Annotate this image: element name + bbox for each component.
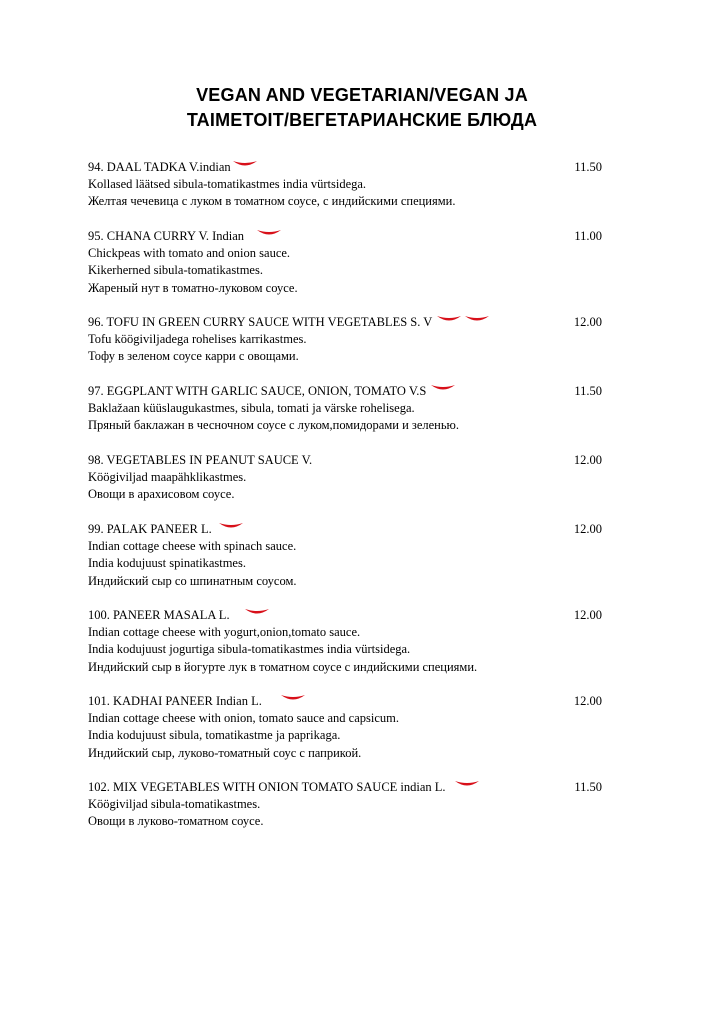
item-description: Индийский сыр со шпинатным соусом. xyxy=(88,573,297,588)
item-title-row xyxy=(88,693,608,710)
item-title: 102. MIX VEGETABLES WITH ONION TOMATO SAUCE indian L. xyxy=(88,780,446,794)
chili-pepper-icon xyxy=(218,521,244,531)
chili-pepper-icon xyxy=(464,314,490,324)
menu-item xyxy=(88,383,608,435)
item-title: 100. PANEER MASALA L. xyxy=(88,608,230,622)
item-description: Köögiviljad maapähklikastmes. xyxy=(88,470,247,485)
item-description: India kodujuust spinatikastmes. xyxy=(88,556,246,571)
menu-heading-line-1: VEGAN AND VEGETARIAN/VEGAN JA xyxy=(196,85,528,105)
item-description: Овощи в луково-томатном соусе. xyxy=(88,814,264,829)
item-title: 96. TOFU IN GREEN CURRY SAUCE WITH VEGETABLES S. V xyxy=(88,315,433,329)
item-description: Kollased läätsed sibula-tomatikastmes india vürtsidega. xyxy=(88,177,367,192)
item-title-row xyxy=(88,314,608,331)
menu-item xyxy=(88,159,608,211)
item-title-row xyxy=(88,521,608,538)
menu-heading xyxy=(0,83,724,133)
item-price: 12.00 xyxy=(573,608,602,622)
menu-heading-line-2: TAIMETOIT/ВЕГЕТАРИАНСКИЕ БЛЮДА xyxy=(186,110,538,130)
item-price: 12.00 xyxy=(573,694,602,708)
menu-item xyxy=(88,521,608,590)
item-title: 95. CHANA CURRY V. Indian xyxy=(88,229,245,243)
item-title: 98. VEGETABLES IN PEANUT SAUCE V. xyxy=(88,453,313,467)
item-description: Chickpeas with tomato and onion sauce. xyxy=(88,246,291,261)
chili-pepper-icon xyxy=(454,779,480,789)
item-description: Kikerherned sibula-tomatikastmes. xyxy=(88,263,263,278)
item-description: India kodujuust jogurtiga sibula-tomatikastmes india vürtsidega. xyxy=(88,642,411,657)
chili-pepper-icon xyxy=(430,383,456,393)
item-title-row xyxy=(88,159,608,176)
item-title-row xyxy=(88,228,608,245)
item-description: Индийский сыр, луково-томатный соус с паприкой. xyxy=(88,745,362,760)
menu-item xyxy=(88,693,608,762)
item-description: Indian cottage cheese with onion, tomato sauce and capsicum. xyxy=(88,711,400,726)
item-title-row xyxy=(88,383,608,400)
menu-item xyxy=(88,314,608,366)
item-price: 11.00 xyxy=(574,229,602,243)
item-price: 12.00 xyxy=(573,453,602,467)
chili-pepper-icon xyxy=(244,607,270,617)
item-description: Indian cottage cheese with spinach sauce. xyxy=(88,539,297,554)
item-description: Baklažaan küüslaugukastmes, sibula, tomati ja värske rohelisega. xyxy=(88,401,415,416)
item-description: Желтая чечевица с луком в томатном соусе, с индийскими специями. xyxy=(88,194,456,209)
chili-pepper-icon xyxy=(436,314,462,324)
item-title: 99. PALAK PANEER L. xyxy=(88,522,212,536)
item-description: India kodujuust sibula, tomatikastme ja paprikaga. xyxy=(88,728,341,743)
item-description: Köögiviljad sibula-tomatikastmes. xyxy=(88,797,261,812)
item-title-row xyxy=(88,779,608,796)
item-description: Индийский сыр в йогурте лук в томатном соусе с индийскими специями. xyxy=(88,659,478,674)
menu-item xyxy=(88,228,608,297)
menu-item xyxy=(88,779,608,831)
item-title-row xyxy=(88,607,608,624)
chili-pepper-icon xyxy=(256,228,282,238)
item-description: Жареный нут в томатно-луковом соусе. xyxy=(88,280,298,295)
item-description: Пряный баклажан в чесночном соусе с луком,помидорами и зеленью. xyxy=(88,418,460,433)
menu-item xyxy=(88,607,608,676)
item-price: 11.50 xyxy=(574,780,602,794)
item-price: 12.00 xyxy=(573,522,602,536)
item-title-row xyxy=(88,452,608,469)
item-description: Tofu köögiviljadega rohelises karrikastmes. xyxy=(88,332,307,347)
chili-pepper-icon xyxy=(232,159,258,169)
menu-item xyxy=(88,452,608,504)
item-price: 11.50 xyxy=(574,384,602,398)
item-description: Indian cottage cheese with yogurt,onion,tomato sauce. xyxy=(88,625,361,640)
item-price: 11.50 xyxy=(574,160,602,174)
chili-pepper-icon xyxy=(280,693,306,703)
item-description: Овощи в арахисовом соусе. xyxy=(88,487,235,502)
item-description: Тофу в зеленом соусе карри с овощами. xyxy=(88,349,299,364)
item-price: 12.00 xyxy=(573,315,602,329)
item-title: 101. KADHAI PANEER Indian L. xyxy=(88,694,262,708)
item-title: 97. EGGPLANT WITH GARLIC SAUCE, ONION, TOMATO V.S xyxy=(88,384,427,398)
item-title: 94. DAAL TADKA V.indian xyxy=(88,160,231,174)
